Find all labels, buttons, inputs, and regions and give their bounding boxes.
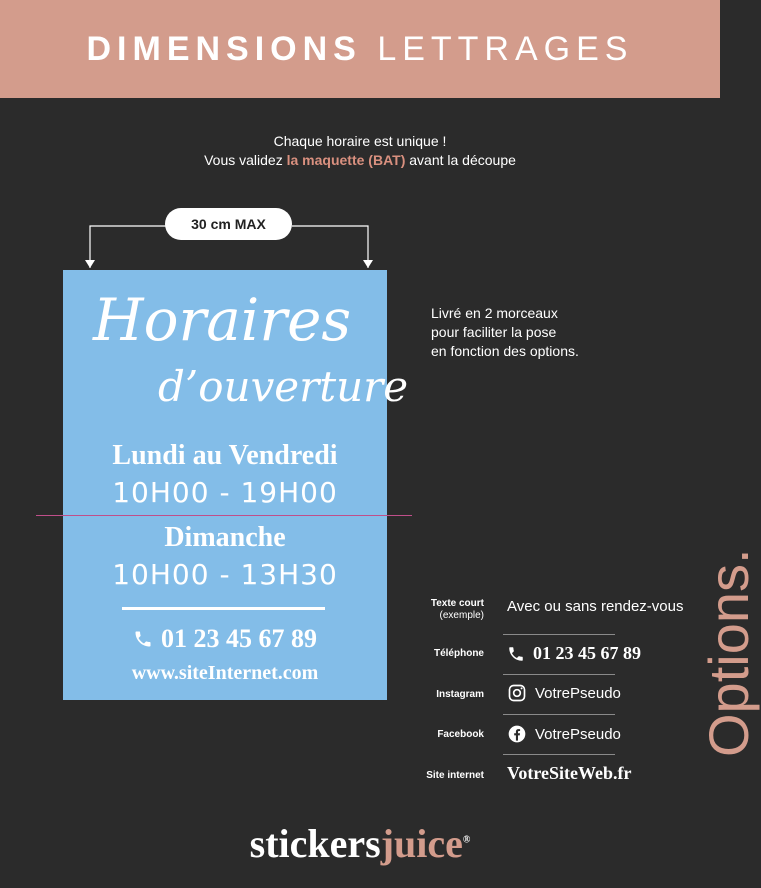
sign-script-line-1: Horaires [93, 286, 352, 354]
sign-divider [122, 607, 325, 610]
title-rest: LETTRAGES [377, 30, 634, 68]
side-note-line-1: Livré en 2 morceaux [431, 305, 558, 321]
option-separator [503, 754, 615, 755]
brand-logo [0, 820, 720, 867]
sign-preview [63, 270, 409, 700]
sign-days-1: Lundi au Vendredi [112, 440, 338, 471]
sign-website: www.siteInternet.com [131, 662, 319, 684]
option-sublabel-text: (exemple) [439, 610, 484, 621]
sign-days-2: Dimanche [164, 522, 286, 553]
option-label-facebook: Facebook [437, 729, 484, 740]
facebook-icon [507, 724, 527, 744]
page-title [0, 30, 720, 69]
phone-icon [133, 628, 153, 650]
intro-line-1: Chaque horaire est unique ! [273, 133, 447, 149]
title-bold: DIMENSIONS [86, 30, 362, 68]
logo-registered: ® [462, 834, 471, 846]
option-value-facebook [507, 724, 621, 744]
option-value-instagram [507, 683, 621, 703]
intro-line-2-accent: la maquette (BAT) [286, 152, 406, 168]
option-instagram-handle: VotrePseudo [535, 684, 621, 702]
option-separator [503, 714, 615, 715]
option-value-website: VotreSiteWeb.fr [507, 763, 632, 783]
intro-line-2-pre: Vous validez [204, 152, 287, 168]
sign-hours-1: 10H00 - 19H00 [112, 476, 338, 509]
options-vertical-title: Options. [697, 548, 760, 757]
option-label-instagram: Instagram [436, 689, 484, 700]
option-label-short-text [404, 598, 484, 622]
logo-part-2: juice [380, 821, 463, 866]
option-separator [503, 634, 615, 635]
option-label-text: Texte court [430, 598, 484, 609]
header-banner [0, 0, 720, 98]
option-label-website: Site internet [426, 770, 484, 781]
intro-text [0, 132, 720, 170]
side-note [431, 304, 579, 361]
sign-hours-2: 10H00 - 13H30 [112, 558, 338, 591]
sign-phone-number: 01 23 45 67 89 [161, 624, 317, 653]
option-separator [503, 674, 615, 675]
intro-line-2 [0, 151, 720, 170]
option-label-phone: Téléphone [433, 648, 484, 659]
side-note-line-3: en fonction des options. [431, 343, 579, 359]
logo-part-1: stickers [249, 821, 381, 866]
option-phone-number: 01 23 45 67 89 [533, 643, 641, 663]
phone-icon [507, 644, 525, 664]
option-facebook-handle: VotrePseudo [535, 725, 621, 743]
intro-line-2-post: avant la découpe [405, 152, 516, 168]
cut-line [36, 515, 412, 516]
option-value-short-text: Avec ou sans rendez-vous [507, 598, 684, 615]
option-value-phone [507, 643, 641, 664]
sign-phone [63, 624, 387, 654]
sign-script-line-2: d’ouverture [158, 362, 409, 411]
side-note-line-2: pour faciliter la pose [431, 324, 557, 340]
instagram-icon [507, 683, 527, 703]
dimension-label: 30 cm MAX [165, 208, 292, 240]
